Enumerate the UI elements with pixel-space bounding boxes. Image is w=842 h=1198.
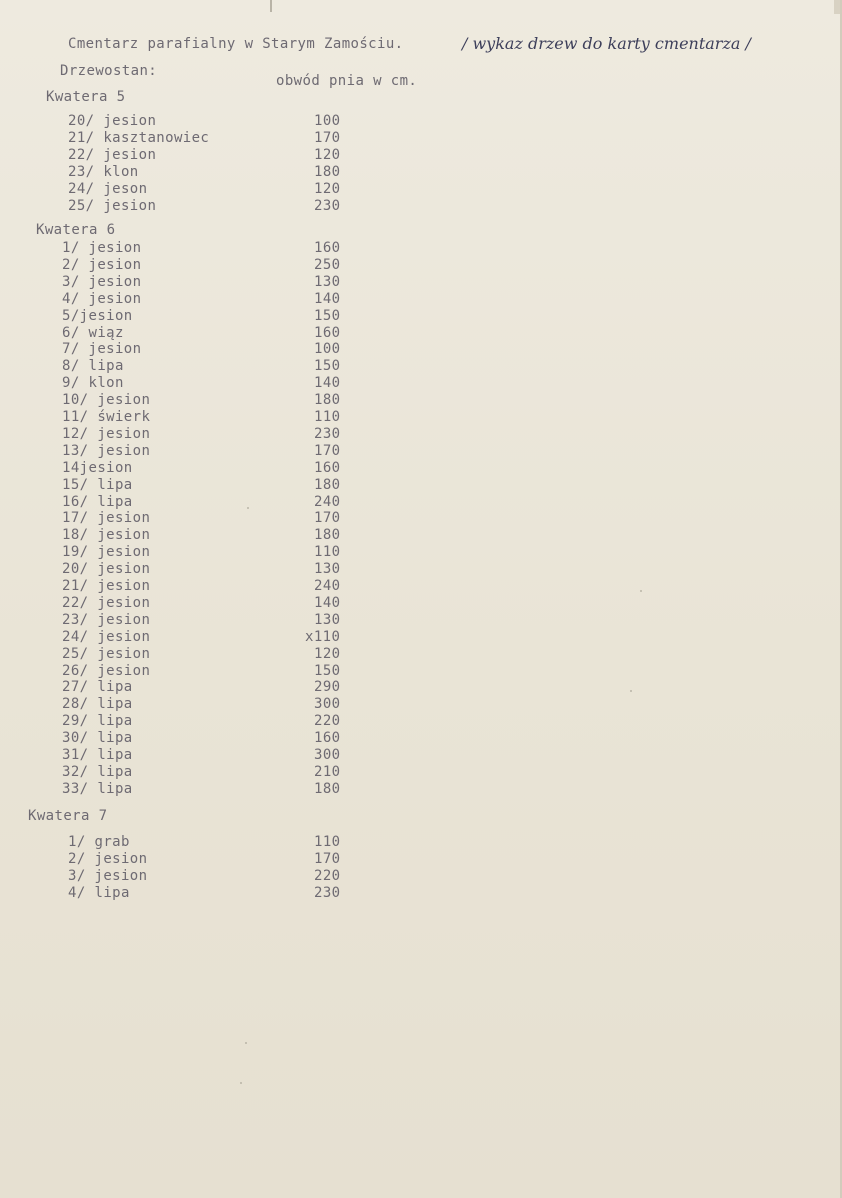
trunk-circumference-value: x110 (305, 628, 341, 645)
trunk-circumference-value: 300 (314, 696, 341, 713)
tree-entry-name: 20/ jesion (68, 113, 157, 129)
tree-entry-name: 5/jesion (62, 307, 133, 324)
trunk-circumference-value: 150 (314, 662, 341, 679)
page-corner (834, 0, 840, 14)
tree-entry-name: 29/ lipa (62, 713, 133, 730)
trunk-circumference-value: 170 (314, 442, 341, 459)
tree-entry-name: 18/ jesion (62, 527, 151, 544)
tree-entry-name: 23/ klon (68, 163, 139, 180)
paper-speck (630, 690, 632, 692)
trunk-circumference-value: 180 (314, 163, 341, 180)
tree-entry-name: 14jesion (62, 459, 133, 476)
trunk-circumference-value: 220 (314, 867, 341, 884)
trunk-circumference-value: 140 (314, 375, 341, 392)
trunk-circumference-value: 160 (314, 324, 341, 341)
tree-entry-name: 4/ jesion (62, 290, 142, 307)
trunk-circumference-value: 180 (314, 527, 341, 544)
tree-entry-name: 11/ świerk (62, 409, 151, 425)
tree-entry-name: 27/ lipa (62, 679, 133, 696)
tree-entry-name: 17/ jesion (62, 510, 151, 527)
trunk-circumference-value: 170 (314, 129, 341, 146)
trunk-circumference-value: 240 (314, 578, 341, 594)
tree-entry-name: 26/ jesion (62, 662, 151, 679)
trunk-circumference-value: 130 (314, 273, 341, 290)
trunk-circumference-value: 110 (314, 544, 341, 561)
tree-entry-name: 25/ jesion (62, 645, 151, 662)
trunk-circumference-value: 250 (314, 256, 341, 273)
document-title: Cmentarz parafialny w Starym Zamościu. (68, 36, 404, 52)
tree-entry-name: 32/ lipa (62, 763, 133, 780)
tree-entry-name: 20/ jesion (62, 561, 151, 578)
tree-entry-name: 16/ lipa (62, 493, 133, 510)
tree-entry-name: 6/ wiąz (62, 324, 124, 341)
label-drzewostan: Drzewostan: (60, 63, 158, 79)
trunk-circumference-value: 160 (314, 459, 341, 476)
trunk-circumference-value: 130 (314, 561, 341, 578)
tree-entry-name: 30/ lipa (62, 730, 133, 747)
trunk-circumference-value: 120 (314, 645, 341, 662)
tree-entry-name: 1/ jesion (62, 240, 142, 256)
tree-entry-name: 2/ jesion (62, 256, 142, 273)
tree-entry-name: 4/ lipa (68, 884, 130, 901)
trunk-circumference-value: 110 (314, 409, 341, 425)
tree-entry-name: 22/ jesion (62, 594, 151, 611)
label-obwod-pnia: obwód pnia w cm. (276, 73, 418, 89)
tree-entry-name: 1/ grab (68, 834, 130, 850)
tree-entry-name: 28/ lipa (62, 696, 133, 713)
trunk-circumference-value: 300 (314, 747, 341, 763)
tree-entry-name: 15/ lipa (62, 476, 133, 493)
trunk-circumference-value: 290 (314, 679, 341, 696)
page-edge-mark (270, 0, 272, 12)
trunk-circumference-value: 170 (314, 510, 341, 527)
trunk-circumference-value: 220 (314, 713, 341, 730)
paper-speck (245, 1042, 247, 1044)
trunk-circumference-value: 120 (314, 146, 341, 163)
tree-entry-name: 7/ jesion (62, 341, 142, 358)
trunk-circumference-value: 180 (314, 780, 341, 797)
tree-entry-name: 24/ jeson (68, 180, 148, 197)
tree-entry-name: 13/ jesion (62, 442, 151, 459)
trunk-circumference-value: 110 (314, 834, 341, 850)
tree-entry-name: 19/ jesion (62, 544, 151, 561)
trunk-circumference-value: 140 (314, 290, 341, 307)
tree-entry-name: 21/ jesion (62, 578, 151, 594)
section-title: Kwatera 5 (46, 89, 126, 105)
section-title: Kwatera 6 (36, 222, 116, 238)
section-title: Kwatera 7 (28, 808, 108, 824)
trunk-circumference-value: 230 (314, 197, 341, 214)
trunk-circumference-value: 180 (314, 392, 341, 409)
trunk-circumference-value: 150 (314, 307, 341, 324)
trunk-circumference-value: 230 (314, 425, 341, 442)
trunk-circumference-value: 170 (314, 850, 341, 867)
tree-entry-name: 9/ klon (62, 375, 124, 392)
handwritten-note: / wykaz drzew do karty cmentarza / (462, 34, 751, 53)
trunk-circumference-value: 210 (314, 763, 341, 780)
tree-entry-name: 31/ lipa (62, 747, 133, 763)
tree-entry-name: 3/ jesion (62, 273, 142, 290)
tree-entry-name: 22/ jesion (68, 146, 157, 163)
trunk-circumference-value: 100 (314, 341, 341, 358)
tree-entry-name: 12/ jesion (62, 425, 151, 442)
tree-entry-name: 8/ lipa (62, 358, 124, 375)
trunk-circumference-value: 150 (314, 358, 341, 375)
tree-entry-name: 10/ jesion (62, 392, 151, 409)
tree-entry-name: 24/ jesion (62, 628, 151, 645)
trunk-circumference-value: 120 (314, 180, 341, 197)
tree-entry-name: 25/ jesion (68, 197, 157, 214)
trunk-circumference-value: 160 (314, 240, 341, 256)
trunk-circumference-value: 130 (314, 611, 341, 628)
paper-speck (640, 590, 642, 592)
tree-entry-name: 33/ lipa (62, 780, 133, 797)
tree-entry-name: 21/ kasztanowiec (68, 129, 210, 146)
trunk-circumference-value: 240 (314, 493, 341, 510)
tree-entry-name: 3/ jesion (68, 867, 148, 884)
tree-entry-name: 23/ jesion (62, 611, 151, 628)
trunk-circumference-value: 140 (314, 594, 341, 611)
trunk-circumference-value: 100 (314, 113, 341, 129)
paper-speck (240, 1082, 242, 1084)
paper-speck (247, 507, 249, 509)
trunk-circumference-value: 230 (314, 884, 341, 901)
trunk-circumference-value: 160 (314, 730, 341, 747)
tree-entry-name: 2/ jesion (68, 850, 148, 867)
trunk-circumference-value: 180 (314, 476, 341, 493)
